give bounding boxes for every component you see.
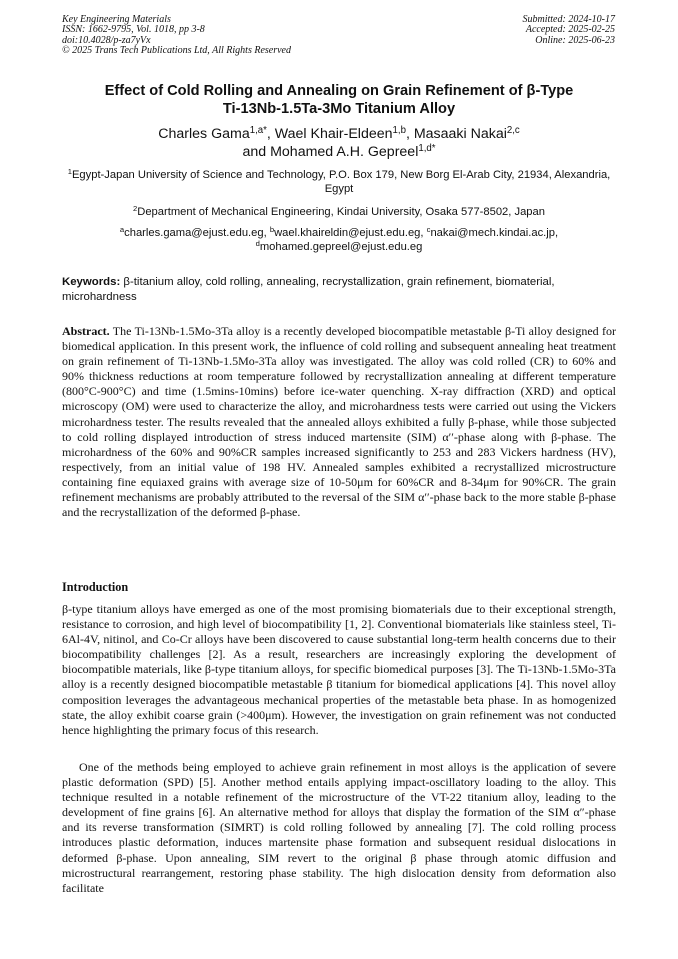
author-affiliation-mark: 1,a* (249, 125, 267, 137)
email-address: nakai@mech.kindai.ac.jp, (430, 227, 559, 239)
paper-title (62, 82, 616, 118)
author-affiliation-mark: 1,d* (418, 143, 436, 155)
dates-info (523, 15, 616, 46)
author-separator: , (266, 126, 275, 142)
email-mark: d (255, 239, 260, 249)
affiliation-text: Department of Mechanical Engineering, Kindai University, Osaka 577-8502, Japan (137, 206, 545, 218)
journal-name: Key Engineering Materials (62, 14, 171, 25)
journal-info (62, 15, 291, 56)
author-separator: , (405, 126, 414, 142)
email-list (62, 226, 616, 255)
affiliation-1 (62, 168, 616, 197)
email-mark: c (426, 225, 431, 235)
journal-issn: ISSN: 1662-9795, Vol. 1018, pp 3-8 (62, 24, 205, 36)
keywords-section (62, 275, 616, 304)
introduction-heading: Introduction (62, 580, 129, 594)
journal-doi: doi:10.4028/p-za7yVx (62, 34, 151, 46)
keywords-text: β-titanium alloy, cold rolling, annealing, recrystallization, grain refinement, biomaterial, microhardness (62, 276, 555, 303)
author-affiliation-mark: 2,c (506, 125, 520, 137)
title-line-1: Effect of Cold Rolling and Annealing on Grain Refinement of β-Type (104, 83, 574, 99)
emails-line-1 (62, 226, 616, 240)
authors-line-2 (62, 143, 616, 161)
email-address: charles.gama@ejust.edu.eg, (124, 227, 270, 239)
abstract-label: Abstract. (62, 324, 110, 338)
affiliation-2 (62, 205, 616, 219)
author-name: Wael Khair-Eldeen (274, 126, 393, 142)
email-address: mohamed.gepreel@ejust.edu.eg (259, 241, 423, 254)
abstract-text: The Ti-13Nb-1.5Mo-3Ta alloy is a recently developed biocompatible metastable β-Ti alloy designed for biomedical application. In this present work, the influence of cold rolling and subsequent annealing heat treatment on grain refinement of Ti-13Nb-1.5Mo-3Ta alloy was investigated. The alloy was cold rolled (CR) to 60% and 90% thickness reductions at room temperature followed by recrystallization annealing at different temperature (800°C-900°C) and time (1.5mins-10mins) before ice-water quenching. X-ray diffraction (XRD) and optical microscopy (OM) were used to characterize the alloy, and microhardness tests were carried out using the Vickers microhardness tester. The results revealed that the annealed alloys exhibited a fully β-phase, while those subjected to cold rolling displayed introduction of stress induced martensite (SIM) α′′-phase along with β-phase. The microhardness of the 60% and 90%CR samples increased significantly to 253 and 283 Vickers hardness (HV), respectively, from an initial value of 198 HV. Annealed samples exhibited a recrystallized microstructure containing fine equiaxed grains with average size of 10-50μm for 60%CR and 8-34μm for 90%CR. The grain refinement mechanisms are probably attributed to the reversal of the SIM α′′-phase back to the more stable β-phase and the recrystallization of the deformed β-phase. (62, 324, 616, 520)
author-name: and Mohamed A.H. Gepreel (242, 144, 419, 160)
online-date: Online: 2025-06-23 (535, 34, 615, 46)
introduction-paragraph-1: β-type titanium alloys have emerged as one of the most promising biomaterials due to their exceptional strength, resistance to corrosion, and high level of biocompatibility [1, 2]. Conventional biomaterials like stainless steel, Ti-6Al-4V, nitinol, and Co-Cr alloys have been discovered to cause substantial long-term health concerns due to their biocompatibility challenges [2]. As a result, researchers are increasingly exploring the development of biocompatible materials, like β-type titanium alloys, for specific biomedical purposes [3]. The Ti-13Nb-1.5Mo-3Ta alloy is a recently designed biocompatible metastable β titanium for biomedical applications [4]. This novel alloy composition leverages the advantageous mechanical properties of the metastable beta phase. In as homogenized state, the alloy exhibit coarse grain (>400μm). However, the investigation on grain refinement was not conducted hence highlighting the primary focus of this research. (62, 602, 616, 737)
abstract-paragraph (62, 324, 616, 520)
author-name: Charles Gama (158, 126, 250, 142)
emails-line-2 (62, 240, 616, 254)
submitted-date: Submitted: 2024-10-17 (522, 14, 615, 25)
email-mark: b (269, 225, 275, 235)
email-mark: a (119, 225, 125, 235)
affiliation-mark: 2 (133, 204, 138, 214)
keywords-label: Keywords: (62, 276, 121, 288)
affiliation-mark: 1 (67, 167, 72, 177)
email-address: wael.khaireldin@ejust.edu.eg, (274, 227, 427, 239)
authors-line-1 (62, 125, 616, 143)
journal-copyright: © 2025 Trans Tech Publications Ltd, All Rights Reserved (62, 44, 291, 56)
introduction-paragraph-2: One of the methods being employed to achieve grain refinement in most alloys is the application of severe plastic deformation (SPD) [5]. Another method entails applying impact-oscillatory loading to the alloy. This technique resulted in a notable refinement of the microstructure of the VT-22 titanium alloy, leading to the development of fine grains [6]. An alternative method for alloys that display the formation of the SIM α″-phase and its reverse transformation (SIMRT) is cold rolling followed by annealing [7]. The cold rolling process introduces plastic deformation, induces martensite phase formation and subsequent residual dislocations in deformed β-phase. Upon annealing, SIM revert to the original β phase through atomic diffusion and microstructural rearrangement, restoring phase stability. The high dislocation density from deformation also facilitate (62, 760, 616, 895)
author-affiliation-mark: 1,b (392, 125, 406, 137)
author-name: Masaaki Nakai (413, 126, 507, 142)
author-list (62, 125, 616, 161)
accepted-date: Accepted: 2025-02-25 (525, 24, 615, 36)
affiliation-text: Egypt-Japan University of Science and Technology, P.O. Box 179, New Borg El-Arab City, 21934, Alexandria, Egypt (71, 169, 611, 196)
title-line-2: Ti-13Nb-1.5Ta-3Mo Titanium Alloy (222, 101, 456, 117)
